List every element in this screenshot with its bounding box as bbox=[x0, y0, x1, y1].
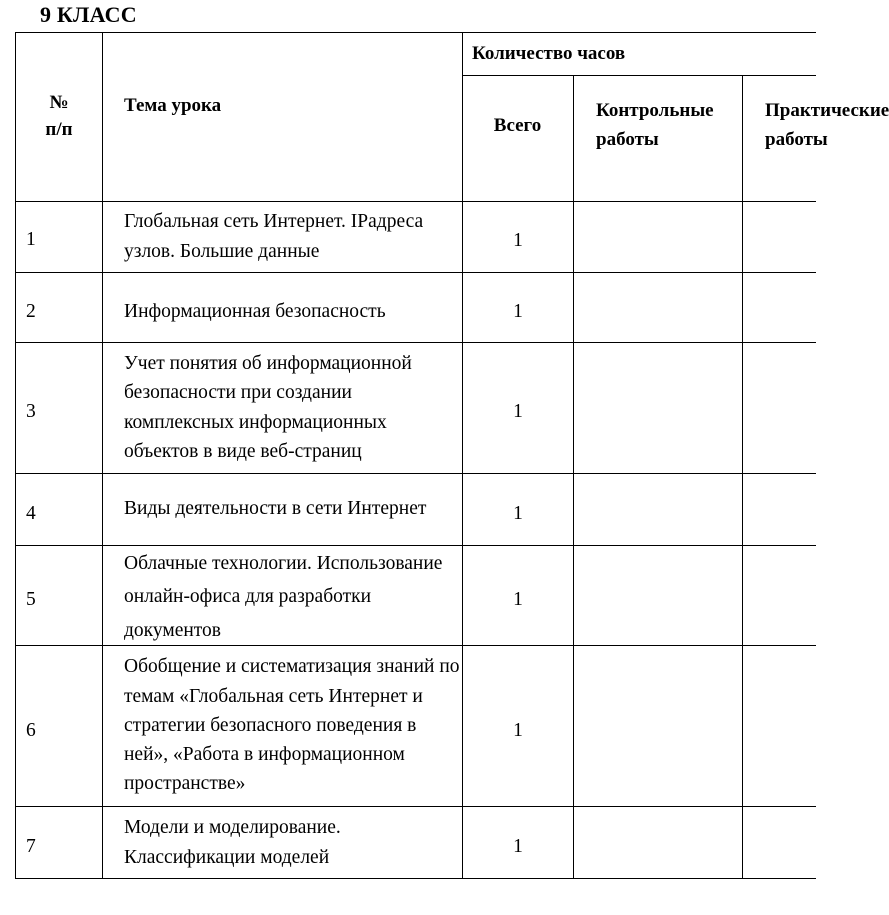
row-topic: Облачные технологии. Использование онлайн-офиса для разработки документов bbox=[124, 553, 443, 641]
row-topic: Модели и моделирование. Классификации моделей bbox=[124, 816, 341, 868]
header-topic-text: Тема урока bbox=[124, 94, 222, 116]
row-divider bbox=[15, 545, 816, 546]
row-total: 1 bbox=[513, 589, 523, 611]
header-tests-text: Контрольные работы bbox=[596, 100, 714, 151]
col-divider bbox=[742, 75, 743, 879]
header-hours-text: Количество часов bbox=[472, 42, 626, 64]
header-practical-text: Практические работы bbox=[765, 100, 889, 151]
row-total: 1 bbox=[513, 230, 523, 252]
row-number: 1 bbox=[26, 229, 36, 251]
row-number: 4 bbox=[26, 503, 36, 525]
row-total: 1 bbox=[513, 719, 523, 741]
row-number: 6 bbox=[26, 719, 36, 741]
row-topic: Информационная безопасность bbox=[124, 301, 386, 323]
header-tests bbox=[596, 76, 742, 204]
table-border-bottom bbox=[15, 878, 816, 879]
row-topic: Глобальная сеть Интернет. IPадреса узлов. Большие данные bbox=[124, 211, 424, 262]
header-number-text: № п/п bbox=[45, 91, 73, 140]
row-topic: Виды деятельности в сети Интернет bbox=[124, 498, 427, 520]
header-number bbox=[15, 32, 103, 201]
col-divider bbox=[573, 75, 574, 879]
row-total: 1 bbox=[513, 401, 523, 423]
header-hours bbox=[472, 32, 812, 76]
row-number: 2 bbox=[26, 301, 36, 323]
row-number: 7 bbox=[26, 836, 36, 858]
row-total: 1 bbox=[513, 301, 523, 323]
header-topic bbox=[124, 32, 454, 180]
page-title: 9 КЛАСС bbox=[40, 2, 137, 27]
row-total: 1 bbox=[513, 503, 523, 525]
row-divider bbox=[15, 806, 816, 807]
row-total: 1 bbox=[513, 836, 523, 858]
header-practical bbox=[765, 76, 889, 204]
row-number: 5 bbox=[26, 589, 36, 611]
header-total-text: Всего bbox=[493, 114, 542, 136]
row-topic: Учет понятия об информационной безопасности при создании комплексных информационных объектов в виде веб-страниц bbox=[124, 353, 412, 462]
row-number: 3 bbox=[26, 401, 36, 423]
row-topic: Обобщение и систематизация знаний по темам «Глобальная сеть Интернет и стратегии безопасного поведения в ней», «Работа в информационном пространстве» bbox=[124, 656, 460, 795]
header-total bbox=[462, 76, 573, 176]
